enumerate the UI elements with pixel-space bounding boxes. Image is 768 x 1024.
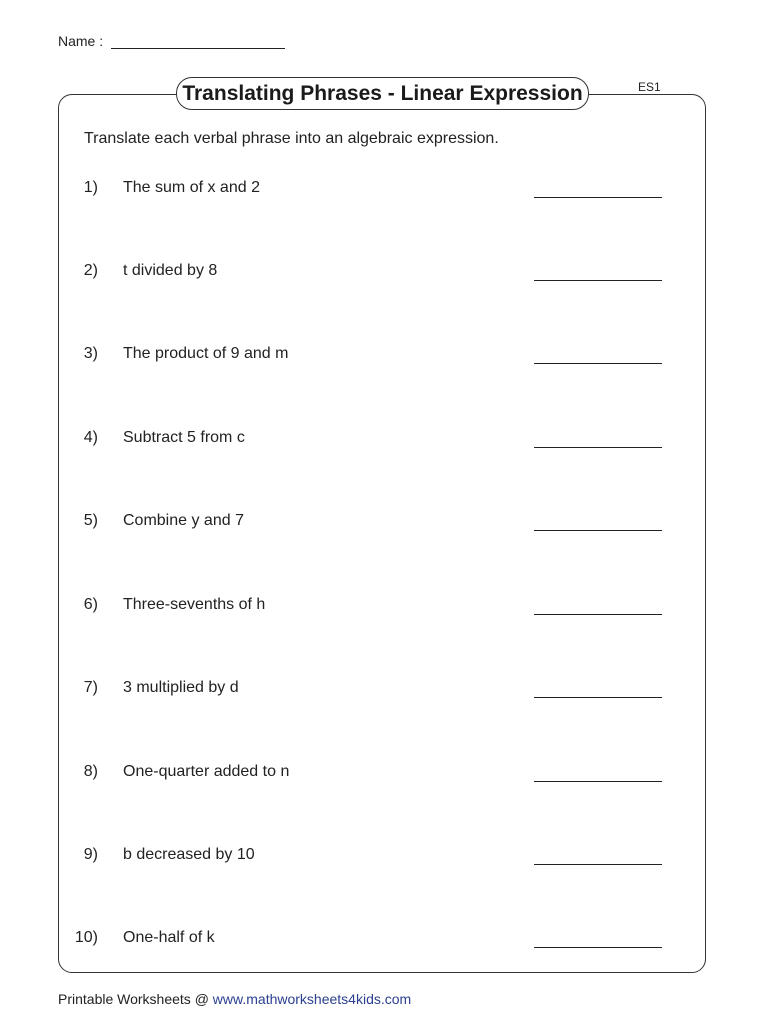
question-item [0, 846, 768, 870]
question-text: One-half of k [123, 929, 215, 946]
question-item [0, 262, 768, 286]
answer-line[interactable] [534, 280, 662, 281]
question-item [0, 763, 768, 787]
question-item [0, 596, 768, 620]
name-input-line[interactable] [111, 34, 285, 49]
question-number: 8) [83, 763, 98, 780]
question-number: 4) [83, 429, 98, 446]
question-text: b decreased by 10 [123, 846, 255, 863]
question-text: Three-sevenths of h [123, 596, 266, 613]
question-item [0, 179, 768, 203]
answer-line[interactable] [534, 864, 662, 865]
question-text: The sum of x and 2 [123, 179, 260, 196]
answer-line[interactable] [534, 697, 662, 698]
question-number: 3) [83, 345, 98, 362]
answer-line[interactable] [534, 781, 662, 782]
question-item [0, 512, 768, 536]
question-text: One-quarter added to n [123, 763, 290, 780]
question-text: The product of 9 and m [123, 345, 289, 362]
answer-line[interactable] [534, 614, 662, 615]
worksheet-code: ES1 [638, 80, 661, 94]
answer-line[interactable] [534, 447, 662, 448]
question-number: 10) [74, 929, 98, 946]
instructions: Translate each verbal phrase into an algebraic expression. [84, 130, 499, 147]
question-text: t divided by 8 [123, 262, 218, 279]
question-text: 3 multiplied by d [123, 679, 239, 696]
question-number: 5) [83, 512, 98, 529]
answer-line[interactable] [534, 363, 662, 364]
question-number: 6) [83, 596, 98, 613]
question-item [0, 679, 768, 703]
question-number: 9) [83, 846, 98, 863]
footer [58, 991, 411, 1007]
footer-link[interactable]: www.mathworksheets4kids.com [212, 991, 412, 1007]
question-item [0, 429, 768, 453]
question-item [0, 929, 768, 953]
question-item [0, 345, 768, 369]
answer-line[interactable] [534, 530, 662, 531]
question-text: Combine y and 7 [123, 512, 244, 529]
answer-line[interactable] [534, 947, 662, 948]
footer-prefix: Printable Worksheets @ [58, 991, 213, 1007]
question-number: 7) [83, 679, 98, 696]
worksheet-title: Translating Phrases - Linear Expression [176, 77, 589, 110]
question-number: 2) [83, 262, 98, 279]
question-text: Subtract 5 from c [123, 429, 245, 446]
answer-line[interactable] [534, 197, 662, 198]
name-field-row [58, 33, 285, 49]
question-number: 1) [83, 179, 98, 196]
name-label: Name : [58, 33, 104, 49]
